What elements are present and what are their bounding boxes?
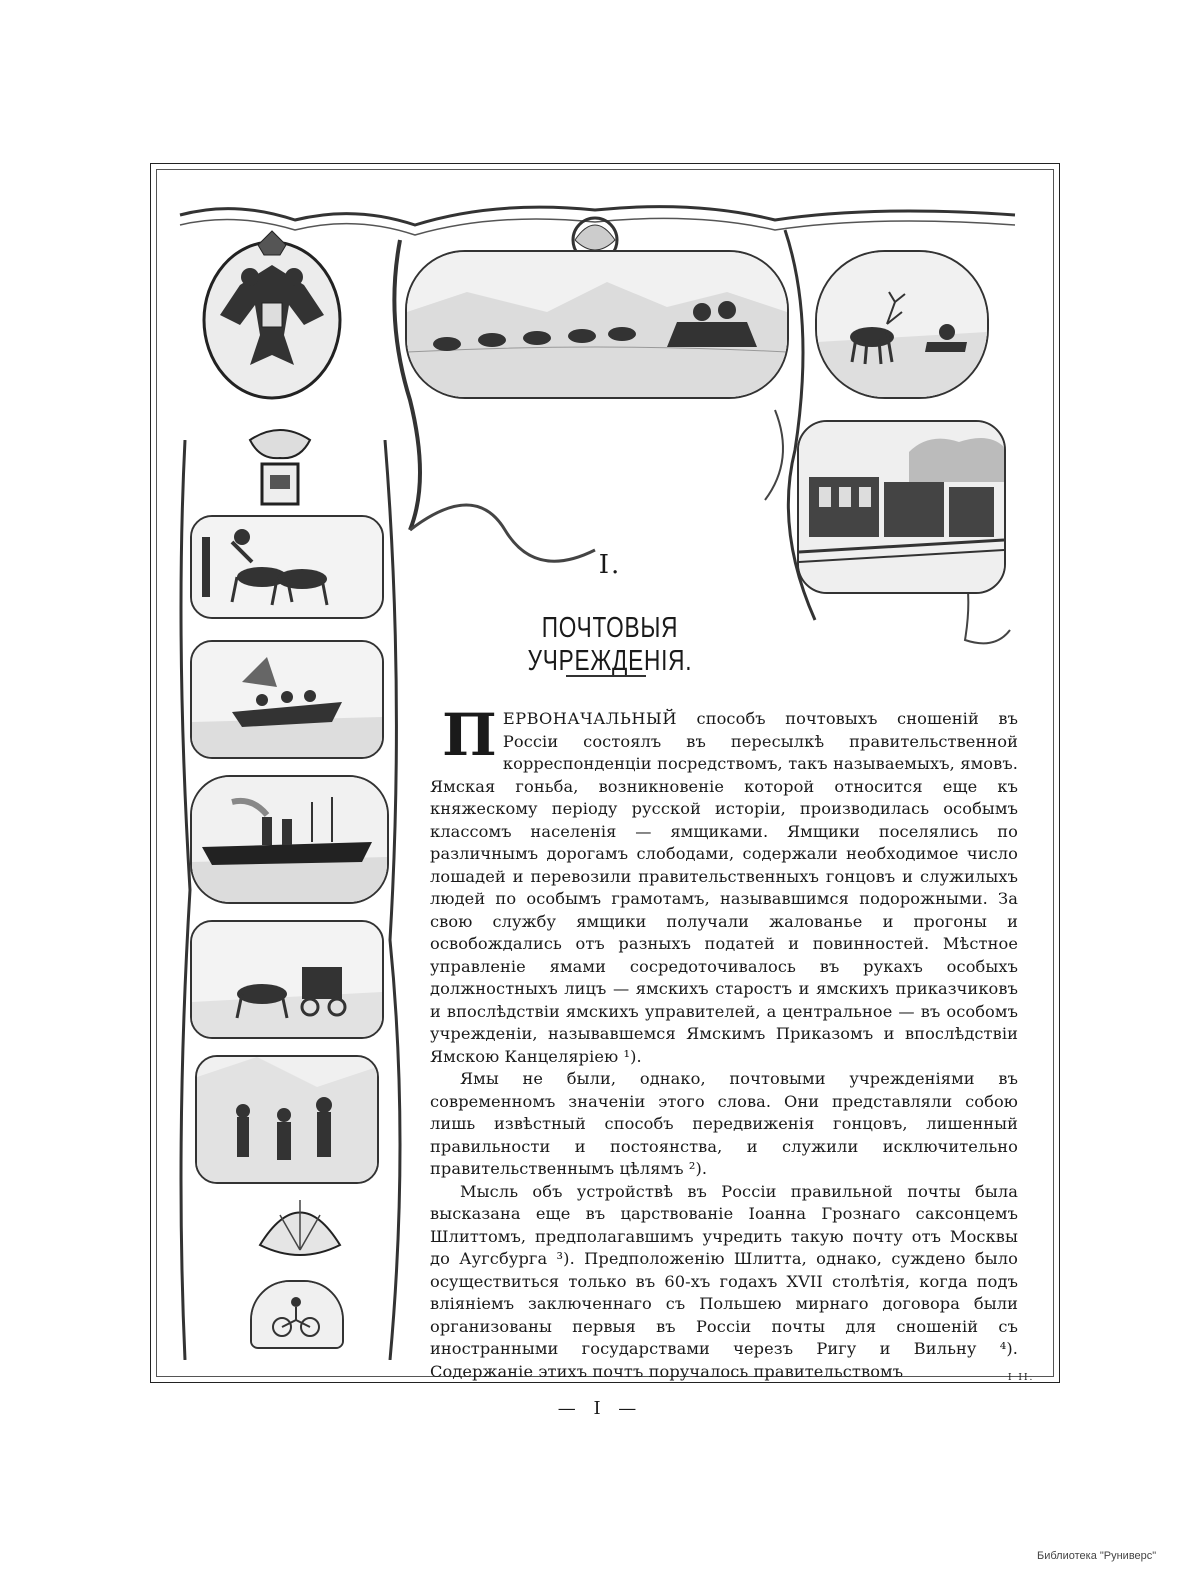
rowing-boat-vignette	[190, 640, 384, 759]
paragraph-3: Мысль объ устройствѣ въ Россіи правильной почты была высказана еще въ царствованіе Іоанна Грознаго саксонцемъ Шлиттомъ, предполагавшимъ учредить такую почту отъ Москвы до Аугсбурга ³). Предположенію Шлитта, однако, суждено было осуществиться только въ 60-хъ годахъ XVII столѣтія, когда подъ вліяніемъ заключеннаго съ Польшею мирнаго договора были организованы первыя въ Россіи почты для сношеній съ иностранными государствами черезъ Ригу и Вильну ⁴). Содержаніе этихъ почтъ поручалось правительствомъ	[430, 1181, 1018, 1381]
library-watermark: Библиотека "Руниверс"	[1037, 1550, 1157, 1562]
troika-vignette	[190, 515, 384, 619]
heading-rule	[566, 675, 646, 677]
paragraph-1-text: способъ почтовыхъ сношеній въ Россіи состоялъ въ пересылкѣ правительственной корреспонденціи посредствомъ, такъ называемыхъ, ямовъ. Ямская гоньба, возникновеніе которой относится еще къ княжескому періоду русской исторіи, производилась особымъ классомъ населенія — ямщиками. Ямщики поселялись по различнымъ дорогамъ слободами, содержали необходимое число лошадей и перевозили правительственныхъ гонцовъ и служилыхъ людей по особымъ грамотамъ, называвшимся подорожными. За свою службу ямщики получали жалованье и прогоны и освобождались отъ разныхъ податей и повинностей. Мѣстное управленіе ямами сосредоточивалось въ рукахъ особыхъ должностныхъ лицъ — ямскихъ старостъ и ямскихъ приказчиковъ и впослѣдствіи ямскихъ управителей, а центральное — въ особомъ учрежденіи, называвшемся Ямскимъ Приказомъ и впослѣдствіи Ямскою Канцеляріею ¹).	[430, 709, 1018, 1066]
signature-mark: I II.	[1008, 1373, 1035, 1383]
page-number: — I —	[557, 1398, 643, 1419]
chapter-title: ПОЧТОВЫЯ УЧРЕЖДЕНІЯ.	[527, 612, 693, 677]
shell-cartouche-icon	[250, 1185, 350, 1270]
first-word: ЕРВОНАЧАЛЬНЫЙ	[502, 709, 677, 728]
horse-carriage-vignette	[190, 920, 384, 1039]
paragraph-1	[430, 701, 1018, 1068]
cyclist-vignette	[250, 1280, 344, 1349]
dog-sled-vignette	[405, 250, 789, 399]
postal-emblem-icon	[240, 420, 320, 510]
chapter-numeral: I.	[598, 550, 622, 580]
body-text	[430, 701, 1018, 1383]
reindeer-sled-vignette	[815, 250, 989, 399]
train-vignette	[797, 420, 1006, 594]
paragraph-2: Ямы не были, однако, почтовыми учрежденіями въ современномъ значеніи этого слова. Они представляли собою лишь извѣстный способъ передвиженія гонцовъ, лишенный правильности и постоянства, и служили исключительно правительственнымъ цѣлямъ ²).	[430, 1069, 1018, 1178]
winter-travelers-vignette	[195, 1055, 379, 1184]
steamship-vignette	[190, 775, 389, 904]
double-headed-eagle-icon	[200, 225, 345, 400]
dropcap: П	[442, 701, 497, 769]
